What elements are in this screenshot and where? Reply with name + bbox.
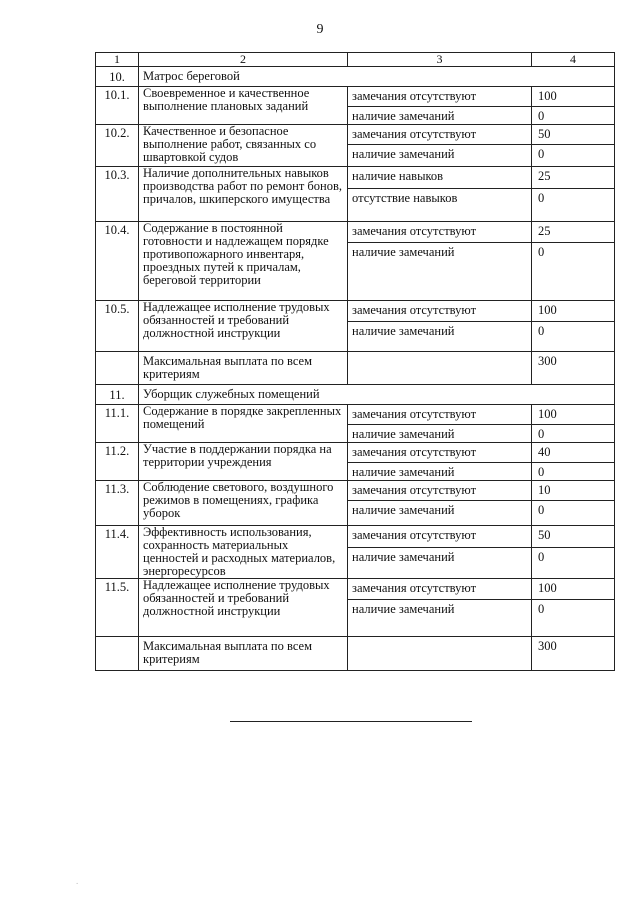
header-col-1: 1 bbox=[96, 53, 139, 67]
section-number: 10. bbox=[96, 67, 139, 87]
criterion-text: Эффективность использования, сохранность материальных ценностей и расходных материалов, энергоресурсов bbox=[139, 526, 348, 579]
criterion-number: 11.1. bbox=[96, 405, 139, 443]
condition-text: замечания отсутствуют bbox=[348, 222, 532, 243]
condition-text: замечания отсутствуют bbox=[348, 87, 532, 107]
criterion-row bbox=[96, 443, 615, 463]
criterion-text: Надлежащее исполнение трудовых обязанностей и требований должностной инструкции bbox=[139, 579, 348, 637]
max-payment-label: Максимальная выплата по всем критериям bbox=[139, 352, 348, 385]
criterion-text: Участие в поддержании порядка на территории учреждения bbox=[139, 443, 348, 481]
criterion-row bbox=[96, 301, 615, 322]
condition-text: наличие замечаний bbox=[348, 425, 532, 443]
condition-text: наличие замечаний bbox=[348, 501, 532, 526]
condition-text: замечания отсутствуют bbox=[348, 579, 532, 600]
criterion-row bbox=[96, 526, 615, 548]
page-number: 9 bbox=[316, 22, 324, 37]
criterion-row bbox=[96, 125, 615, 145]
criterion-text: Наличие дополнительных навыков производства работ по ремонт бонов, причалов, шкиперского имущества bbox=[139, 167, 348, 222]
condition-text: наличие замечаний bbox=[348, 547, 532, 578]
criterion-row bbox=[96, 481, 615, 501]
criterion-text: Надлежащее исполнение трудовых обязанностей и требований должностной инструкции bbox=[139, 301, 348, 352]
max-empty-cell bbox=[96, 637, 139, 671]
points-value: 0 bbox=[532, 145, 615, 167]
condition-text: замечания отсутствуют bbox=[348, 301, 532, 322]
condition-text: замечания отсутствуют bbox=[348, 443, 532, 463]
max-empty-cell bbox=[96, 352, 139, 385]
criterion-number: 10.4. bbox=[96, 222, 139, 301]
end-divider bbox=[230, 721, 472, 722]
max-payment-row bbox=[96, 637, 615, 671]
section-row bbox=[96, 67, 615, 87]
criterion-text: Соблюдение светового, воздушного режимов в помещениях, графика уборок bbox=[139, 481, 348, 526]
points-value: 25 bbox=[532, 222, 615, 243]
criteria-table-body bbox=[96, 53, 615, 671]
max-empty-cell bbox=[348, 352, 532, 385]
section-title: Уборщик служебных помещений bbox=[139, 385, 615, 405]
points-value: 25 bbox=[532, 167, 615, 189]
condition-text: замечания отсутствуют bbox=[348, 125, 532, 145]
max-empty-cell bbox=[348, 637, 532, 671]
points-value: 0 bbox=[532, 501, 615, 526]
condition-text: замечания отсутствуют bbox=[348, 405, 532, 425]
condition-text: замечания отсутствуют bbox=[348, 526, 532, 548]
criterion-number: 10.5. bbox=[96, 301, 139, 352]
points-value: 100 bbox=[532, 579, 615, 600]
criterion-row bbox=[96, 579, 615, 600]
max-payment-row bbox=[96, 352, 615, 385]
criteria-table bbox=[95, 52, 615, 671]
condition-text: наличие замечаний bbox=[348, 145, 532, 167]
condition-text: наличие замечаний bbox=[348, 107, 532, 125]
points-value: 0 bbox=[532, 547, 615, 578]
points-value: 0 bbox=[532, 600, 615, 637]
points-value: 0 bbox=[532, 243, 615, 301]
max-payment-value: 300 bbox=[532, 352, 615, 385]
criterion-number: 11.3. bbox=[96, 481, 139, 526]
criterion-number: 11.4. bbox=[96, 526, 139, 579]
points-value: 100 bbox=[532, 87, 615, 107]
section-row bbox=[96, 385, 615, 405]
criterion-number: 11.2. bbox=[96, 443, 139, 481]
section-number: 11. bbox=[96, 385, 139, 405]
criterion-number: 11.5. bbox=[96, 579, 139, 637]
points-value: 0 bbox=[532, 463, 615, 481]
criterion-number: 10.1. bbox=[96, 87, 139, 125]
criterion-row bbox=[96, 167, 615, 189]
scan-mark: . bbox=[76, 876, 79, 886]
points-value: 10 bbox=[532, 481, 615, 501]
criterion-row bbox=[96, 222, 615, 243]
points-value: 40 bbox=[532, 443, 615, 463]
condition-text: наличие замечаний bbox=[348, 322, 532, 352]
condition-text: отсутствие навыков bbox=[348, 189, 532, 222]
max-payment-label: Максимальная выплата по всем критериям bbox=[139, 637, 348, 671]
header-col-2: 2 bbox=[139, 53, 348, 67]
criterion-number: 10.2. bbox=[96, 125, 139, 167]
section-title: Матрос береговой bbox=[139, 67, 615, 87]
criterion-row bbox=[96, 405, 615, 425]
points-value: 100 bbox=[532, 405, 615, 425]
criterion-row bbox=[96, 87, 615, 107]
points-value: 100 bbox=[532, 301, 615, 322]
header-col-3: 3 bbox=[348, 53, 532, 67]
points-value: 50 bbox=[532, 526, 615, 548]
condition-text: наличие замечаний bbox=[348, 243, 532, 301]
header-col-4: 4 bbox=[532, 53, 615, 67]
condition-text: наличие замечаний bbox=[348, 463, 532, 481]
points-value: 0 bbox=[532, 425, 615, 443]
condition-text: наличие навыков bbox=[348, 167, 532, 189]
points-value: 0 bbox=[532, 189, 615, 222]
header-row bbox=[96, 53, 615, 67]
criterion-text: Своевременное и качественное выполнение плановых заданий bbox=[139, 87, 348, 125]
criterion-text: Содержание в порядке закрепленных помещений bbox=[139, 405, 348, 443]
points-value: 0 bbox=[532, 322, 615, 352]
criterion-text: Содержание в постоянной готовности и надлежащем порядке противопожарного инвентаря, проездных путей к причалам, береговой территории bbox=[139, 222, 348, 301]
points-value: 50 bbox=[532, 125, 615, 145]
condition-text: наличие замечаний bbox=[348, 600, 532, 637]
max-payment-value: 300 bbox=[532, 637, 615, 671]
points-value: 0 bbox=[532, 107, 615, 125]
criterion-number: 10.3. bbox=[96, 167, 139, 222]
condition-text: замечания отсутствуют bbox=[348, 481, 532, 501]
criterion-text: Качественное и безопасное выполнение работ, связанных со швартовкой судов bbox=[139, 125, 348, 167]
